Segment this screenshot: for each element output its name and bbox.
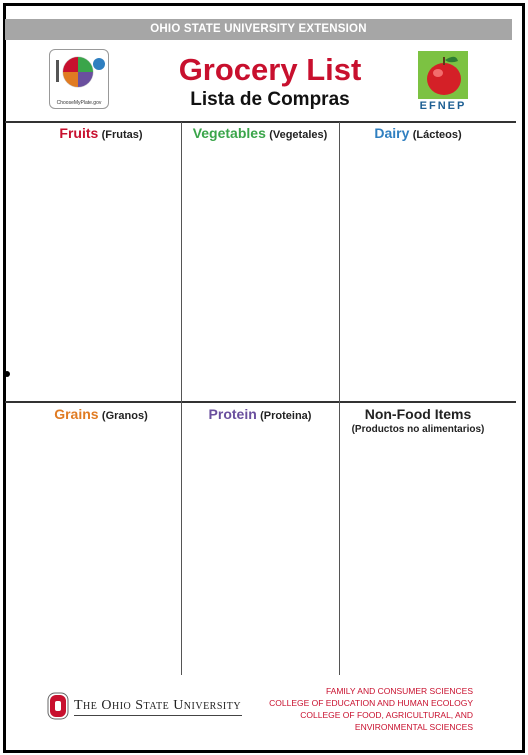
grid-top-rule — [5, 121, 516, 123]
college-line: ENVIRONMENTAL SCIENCES — [354, 722, 473, 732]
category-fruits — [21, 125, 181, 141]
category-name: Fruits — [59, 125, 99, 141]
hole-punch-dot — [4, 371, 10, 377]
category-alt: (Lácteos) — [412, 129, 462, 141]
category-protein — [180, 406, 340, 422]
myplate-icon — [50, 50, 108, 98]
page-subtitle: Lista de Compras — [190, 89, 350, 110]
category-name: Grains — [54, 406, 99, 422]
college-line: FAMILY AND CONSUMER SCIENCES — [325, 686, 473, 696]
university-name: The Ohio State University — [74, 698, 242, 713]
category-alt: (Vegetales) — [269, 129, 328, 141]
osu-block-o-logo — [47, 692, 69, 725]
category-alt: (Frutas) — [101, 129, 143, 141]
category-grains — [21, 406, 181, 422]
myplate-caption: ChooseMyPlate.gov — [56, 100, 102, 106]
category-alt: (Granos) — [101, 410, 148, 422]
page-frame — [3, 3, 525, 753]
category-alt: (Productos no alimentarios) — [351, 424, 485, 435]
category-dairy — [338, 125, 498, 141]
grid-divider-right — [339, 122, 340, 675]
org-banner: OHIO STATE UNIVERSITY EXTENSION — [5, 19, 512, 40]
category-name: Non-Food Items — [364, 406, 472, 422]
category-alt: (Proteina) — [260, 410, 312, 422]
efnep-logo — [418, 51, 468, 113]
grid-middle-rule — [5, 401, 516, 403]
page-title: Grocery List — [178, 52, 362, 87]
category-name: Dairy — [374, 125, 410, 141]
category-vegetables — [180, 125, 340, 141]
university-name-rule — [74, 715, 242, 716]
grid-divider-left — [181, 122, 182, 675]
college-line: COLLEGE OF FOOD, AGRICULTURAL, AND — [300, 710, 473, 720]
myplate-logo — [49, 49, 109, 109]
efnep-label: EFNEP — [419, 100, 467, 112]
apple-icon — [418, 51, 468, 99]
block-o-icon — [47, 692, 69, 720]
category-name: Protein — [208, 406, 257, 422]
category-name: Vegetables — [192, 125, 266, 141]
college-line: COLLEGE OF EDUCATION AND HUMAN ECOLOGY — [269, 698, 473, 708]
category-non-food — [338, 406, 498, 435]
college-list — [269, 685, 473, 733]
